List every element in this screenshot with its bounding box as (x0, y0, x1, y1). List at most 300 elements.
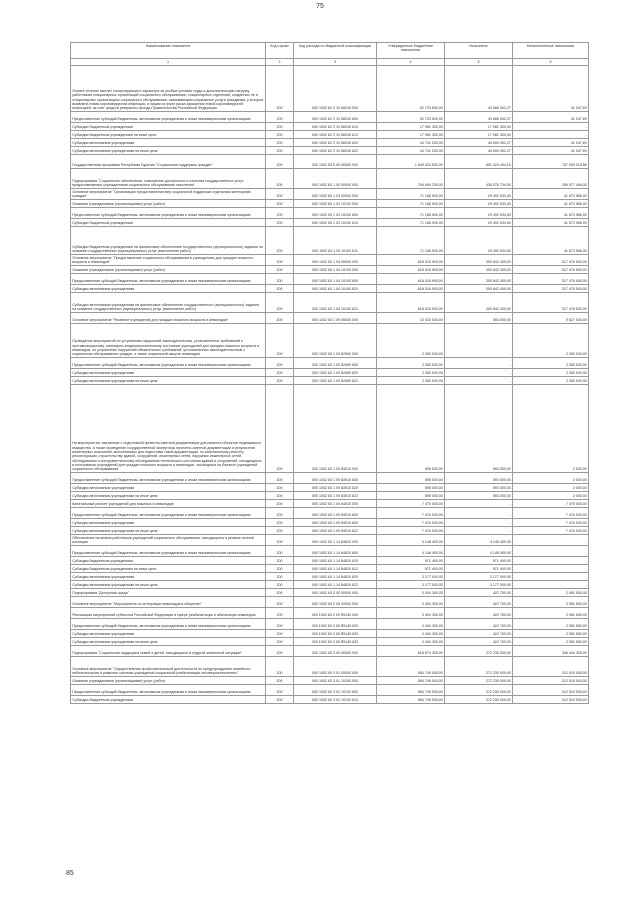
table-row (71, 131, 589, 139)
expense-code-cell: 000 1002 63 1 14 84620 622 (294, 581, 377, 589)
unexecuted-amount-cell: 7 475 000,00 (513, 527, 589, 535)
unexecuted-amount-cell: 2 350 000,00 (513, 369, 589, 377)
approved-amount-cell: 3 177 000,00 (377, 573, 445, 581)
line-code-cell: 200 (266, 66, 294, 112)
executed-amount-cell: 3 177 000,00 (445, 573, 513, 581)
unexecuted-amount-cell: 41 673 966,00 (513, 200, 589, 208)
table-row (71, 169, 589, 189)
approved-amount-cell: 7 475 000,00 (377, 508, 445, 519)
column-number-row (71, 59, 589, 66)
indicator-name-cell: Субсидии автономным учреждениям на иные цели (71, 638, 266, 646)
table-header-row (71, 43, 589, 59)
line-code-cell: 200 (266, 546, 294, 557)
unexecuted-amount-cell: 41 047,69 (513, 112, 589, 123)
line-code-cell: 200 (266, 597, 294, 608)
expense-code-cell: 000 1002 63 1 04 10100 621 (294, 293, 377, 313)
approved-amount-cell: 2 350 000,00 (377, 377, 445, 385)
line-code-cell: 200 (266, 565, 294, 573)
indicator-name-cell: Предоставление субсидий бюджетным, автономным учреждениям и иным некоммерческим организациям (71, 508, 266, 519)
line-code-cell: 200 (266, 646, 294, 657)
table-row (71, 274, 589, 285)
indicator-name-cell: Подпрограмма "Социальная поддержка семей и детей, находящихся в трудной жизненной ситуации" (71, 646, 266, 657)
line-code-cell: 200 (266, 147, 294, 155)
unexecuted-amount-cell: 359 977 466,00 (513, 169, 589, 189)
table-row (71, 377, 589, 385)
line-code-cell: 200 (266, 385, 294, 473)
approved-amount-cell: 584 749 000,00 (377, 685, 445, 696)
expense-code-cell: 000 1002 63 1 09 00000 000 (294, 313, 377, 324)
approved-amount-cell: 595 000,00 (377, 492, 445, 500)
line-code-cell: 200 (266, 473, 294, 484)
approved-amount-cell: 595 000,00 (377, 385, 445, 473)
expense-code-cell: 000 1002 63 1 03 00000 000 (294, 189, 377, 200)
table-row (71, 324, 589, 358)
expense-code-cell: 000 1002 63 1 09 83010 622 (294, 492, 377, 500)
expense-code-cell: 000 1002 63 1 03 10100 611 (294, 227, 377, 255)
table-row (71, 147, 589, 155)
indicator-name-cell: Проведение мероприятий по устранению нарушений законодательства, установленных требований к противопожарному, санитарно-эпидемиологическому состоянию учреждений для граждан пожилого возраста и инвалидов, по устранению нарушений обязательных требований, установленных законодательством о социальном обслуживании граждан, а также социальной защите инвалидов (71, 324, 266, 358)
expense-code-cell: 000 1002 63 1 00 00000 000 (294, 169, 377, 189)
executed-amount-cell: 300 842 400,00 (445, 285, 513, 293)
executed-amount-cell: - (445, 500, 513, 508)
indicator-name-cell: Оказание учреждениями (организациями) услуг (работ) (71, 266, 266, 274)
approved-amount-cell: 71 166 900,00 (377, 227, 445, 255)
executed-amount-cell: 4 148 400,00 (445, 535, 513, 546)
indicator-name-cell: Основное мероприятие "Развитие учреждений для граждан пожилого возраста и инвалидов" (71, 313, 266, 324)
page-number-top: 75 (316, 3, 324, 10)
line-code-cell: 200 (266, 535, 294, 546)
table-row (71, 527, 589, 535)
line-code-cell: 200 (266, 557, 294, 565)
approved-amount-cell: 971 400,00 (377, 565, 445, 573)
table-row (71, 546, 589, 557)
expense-code-cell: 000 1002 63 3 01 00000 000 (294, 657, 377, 677)
header-approved: Утвержденные бюджетные назначения (377, 43, 445, 59)
table-row (71, 200, 589, 208)
expense-code-cell: 000 1002 63 1 14 84620 000 (294, 535, 377, 546)
indicator-name-cell: Предоставление субсидий бюджетным, автономным учреждениям и иным некоммерческим организациям (71, 112, 266, 123)
executed-amount-cell: 593 000,00 (445, 492, 513, 500)
executed-amount-cell: 29 492 934,00 (445, 189, 513, 200)
unexecuted-amount-cell: - (513, 546, 589, 557)
line-code-cell: 200 (266, 492, 294, 500)
indicator-name-cell: Субсидии автономным учреждениям на иные цели (71, 377, 266, 385)
line-code-cell: 200 (266, 227, 294, 255)
indicator-name-cell: Предоставление субсидий бюджетным, автономным учреждениям и иным некоммерческим организациям (71, 358, 266, 369)
expense-code-cell: 000 1002 63 2 05 R5140 622 (294, 638, 377, 646)
unexecuted-amount-cell: 41 047,69 (513, 147, 589, 155)
expense-code-cell: 000 1002 63 1 09 82690 000 (294, 324, 377, 358)
line-code-cell: 200 (266, 131, 294, 139)
executed-amount-cell: 422 750,00 (445, 619, 513, 630)
table-row (71, 255, 589, 266)
header-executed: Исполнено (445, 43, 513, 59)
line-code-cell: 200 (266, 581, 294, 589)
executed-amount-cell: 29 492 934,00 (445, 208, 513, 219)
indicator-name-cell: Субсидии бюджетным учреждениям на иные цели (71, 565, 266, 573)
line-code-cell: 200 (266, 630, 294, 638)
approved-amount-cell: 618 674 300,00 (377, 646, 445, 657)
executed-amount-cell: 272 230 000,00 (445, 677, 513, 685)
line-code-cell: 200 (266, 155, 294, 169)
unexecuted-amount-cell: 2 350 000,00 (513, 324, 589, 358)
indicator-name-cell: Подпрограмма "Доступная среда" (71, 589, 266, 597)
header-expense-code: Код расхода по бюджетной классификации (294, 43, 377, 59)
unexecuted-amount-cell: 312 519 000,00 (513, 677, 589, 685)
table-row (71, 385, 589, 473)
expense-code-cell: 000 1002 63 1 03 10100 600 (294, 208, 377, 219)
line-code-cell: 200 (266, 527, 294, 535)
indicator-name-cell: Оказание учреждениями (организациями) услуг (работ) (71, 200, 266, 208)
indicator-name-cell: Субсидии автономным учреждениям на иные цели (71, 581, 266, 589)
indicator-name-cell: Субсидии автономным учреждениям (71, 519, 266, 527)
line-code-cell: 200 (266, 696, 294, 704)
expense-code-cell: 000 1002 63 1 14 84620 600 (294, 546, 377, 557)
executed-amount-cell: - (445, 377, 513, 385)
table-row (71, 473, 589, 484)
indicator-name-cell: Предоставление субсидий бюджетным, автономным учреждениям и иным некоммерческим организациям (71, 546, 266, 557)
approved-amount-cell: 3 404 300,00 (377, 638, 445, 646)
expense-code-cell: 000 1002 63 2 05 R5140 600 (294, 619, 377, 630)
expense-code-cell: 000 1002 63 1 09 82690 600 (294, 358, 377, 369)
executed-amount-cell: 422 750,00 (445, 630, 513, 638)
table-row (71, 597, 589, 608)
approved-amount-cell: 92 723 500,00 (377, 112, 445, 123)
expense-code-cell: 000 1002 63 1 09 84010 620 (294, 519, 377, 527)
executed-amount-cell: 435 076 734,00 (445, 169, 513, 189)
indicator-name-cell: Основное мероприятие "Осуществление профилактической деятельности по предупреждению семейного неблагополучия и развитие системы учреждений социальной реабилитации несовершеннолетних" (71, 657, 266, 677)
indicator-name-cell: Субсидии автономным учреждениям (71, 630, 266, 638)
approved-amount-cell: 2 350 000,00 (377, 358, 445, 369)
indicator-name-cell: Предоставление субсидий бюджетным, автономным учреждениям и иным некоммерческим организациям (71, 208, 266, 219)
table-row (71, 508, 589, 519)
line-code-cell: 200 (266, 657, 294, 677)
indicator-name-cell: Субсидии автономным учреждениям (71, 139, 266, 147)
unexecuted-amount-cell: 7 475 000,00 (513, 500, 589, 508)
table-row (71, 155, 589, 169)
expense-code-cell: 000 1002 62 2 10 58240 000 (294, 66, 377, 112)
approved-amount-cell: 4 148 400,00 (377, 546, 445, 557)
indicator-name-cell: Основное мероприятие "Организация предоставления мер социальной поддержки отдельным категориям граждан" (71, 189, 266, 200)
table-row (71, 484, 589, 492)
expense-code-cell: 000 1002 63 1 14 84620 610 (294, 557, 377, 565)
executed-amount-cell: 593 000,00 (445, 473, 513, 484)
approved-amount-cell: 584 749 000,00 (377, 696, 445, 704)
unexecuted-amount-cell: - (513, 131, 589, 139)
approved-amount-cell: 71 166 900,00 (377, 200, 445, 208)
line-code-cell: 200 (266, 638, 294, 646)
line-code-cell: 200 (266, 685, 294, 696)
approved-amount-cell: 971 400,00 (377, 557, 445, 565)
unexecuted-amount-cell: 2 350 000,00 (513, 377, 589, 385)
unexecuted-amount-cell: 2 981 550,00 (513, 630, 589, 638)
approved-amount-cell: 2 350 000,00 (377, 324, 445, 358)
indicator-name-cell: Основное мероприятие "Мероприятия по интеграции инвалидов в общество" (71, 597, 266, 608)
approved-amount-cell: 794 694 200,00 (377, 169, 445, 189)
approved-amount-cell: 2 350 000,00 (377, 369, 445, 377)
unexecuted-amount-cell: 9 827 000,00 (513, 313, 589, 324)
expense-code-cell: 000 1002 63 0 00 00000 000 (294, 155, 377, 169)
expense-code-cell: 000 1002 63 3 00 00000 000 (294, 646, 377, 657)
expense-code-cell: 000 1002 63 1 09 83010 000 (294, 385, 377, 473)
indicator-name-cell: Основное мероприятие "Предоставление социального обслуживания в учреждениях для граждан пожилого возраста и инвалидов" (71, 255, 266, 266)
approved-amount-cell: 3 177 000,00 (377, 581, 445, 589)
unexecuted-amount-cell: 317 476 500,00 (513, 255, 589, 266)
expense-code-cell: 000 1002 63 1 09 84010 600 (294, 508, 377, 519)
approved-amount-cell: 4 148 400,00 (377, 535, 445, 546)
table-row (71, 123, 589, 131)
expense-code-cell: 000 1002 63 2 05 R5140 620 (294, 630, 377, 638)
approved-amount-cell: 3 404 300,00 (377, 630, 445, 638)
approved-amount-cell: 584 749 000,00 (377, 657, 445, 677)
line-code-cell: 200 (266, 358, 294, 369)
executed-amount-cell: 971 400,00 (445, 565, 513, 573)
expense-code-cell: 000 1002 63 3 01 10100 000 (294, 677, 377, 685)
header-line-code: Код строки (266, 43, 294, 59)
executed-amount-cell: 593 000,00 (445, 313, 513, 324)
approved-amount-cell: 595 000,00 (377, 473, 445, 484)
table-row (71, 313, 589, 324)
table-row (71, 266, 589, 274)
indicator-name-cell: Субсидии автономным учреждениям (71, 369, 266, 377)
approved-amount-cell: 1 649 324 500,00 (377, 155, 445, 169)
column-number: 1 (71, 59, 266, 66)
line-code-cell: 200 (266, 519, 294, 527)
approved-amount-cell: 618 316 900,00 (377, 285, 445, 293)
approved-amount-cell: 17 981 300,00 (377, 131, 445, 139)
approved-amount-cell: 7 475 000,00 (377, 519, 445, 527)
indicator-name-cell: Реализация мероприятий субъектов Российской Федерации в сфере реабилитации и абилитации инвалидов (71, 608, 266, 619)
table-row (71, 589, 589, 597)
table-row (71, 66, 589, 112)
line-code-cell: 200 (266, 484, 294, 492)
line-code-cell: 200 (266, 112, 294, 123)
table-row (71, 112, 589, 123)
unexecuted-amount-cell: 41 047,69 (513, 139, 589, 147)
expense-code-cell: 000 1002 63 1 09 83010 620 (294, 484, 377, 492)
unexecuted-amount-cell: - (513, 565, 589, 573)
unexecuted-amount-cell: 41 673 966,00 (513, 189, 589, 200)
unexecuted-amount-cell: 2 981 550,00 (513, 589, 589, 597)
expense-code-cell: 000 1002 63 1 09 82690 622 (294, 377, 377, 385)
approved-amount-cell: 618 316 900,00 (377, 266, 445, 274)
unexecuted-amount-cell: 41 673 966,00 (513, 219, 589, 227)
expense-code-cell: 000 1002 63 1 03 10100 610 (294, 219, 377, 227)
table-row (71, 565, 589, 573)
header-unexecuted: Неисполненные назначения (513, 43, 589, 59)
table-row (71, 557, 589, 565)
column-number: 4 (377, 59, 445, 66)
indicator-name-cell: Субсидии автономным учреждениям (71, 484, 266, 492)
unexecuted-amount-cell: - (513, 123, 589, 131)
table-row (71, 139, 589, 147)
expense-code-cell: 000 1002 62 2 10 58240 620 (294, 139, 377, 147)
line-code-cell: 200 (266, 500, 294, 508)
line-code-cell: 200 (266, 324, 294, 358)
table-row (71, 219, 589, 227)
table-row (71, 189, 589, 200)
table-row (71, 685, 589, 696)
column-number: 5 (445, 59, 513, 66)
table-row (71, 581, 589, 589)
executed-amount-cell: 971 400,00 (445, 557, 513, 565)
approved-amount-cell: 7 475 000,00 (377, 500, 445, 508)
line-code-cell: 200 (266, 369, 294, 377)
table-row (71, 573, 589, 581)
expense-code-cell: 000 1002 63 1 09 84010 000 (294, 500, 377, 508)
approved-amount-cell: 71 166 900,00 (377, 219, 445, 227)
line-code-cell: 200 (266, 313, 294, 324)
indicator-name-cell: Субсидии автономным учреждениям на финансовое обеспечение государственного (муниципального) задания на оказание государственных (муниципальных) услуг (выполнение работ) (71, 293, 266, 313)
executed-amount-cell: 4 148 400,00 (445, 546, 513, 557)
executed-amount-cell: 593 000,00 (445, 385, 513, 473)
expense-code-cell: 000 1002 63 3 01 10100 610 (294, 696, 377, 704)
table-row (71, 646, 589, 657)
executed-amount-cell: 29 492 934,00 (445, 227, 513, 255)
approved-amount-cell: 3 404 300,00 (377, 597, 445, 608)
expense-code-cell: 000 1002 63 1 04 10100 600 (294, 274, 377, 285)
approved-amount-cell: 618 316 900,00 (377, 293, 445, 313)
unexecuted-amount-cell: 757 993 015,85 (513, 155, 589, 169)
unexecuted-amount-cell: 41 673 966,00 (513, 208, 589, 219)
budget-execution-table (70, 42, 589, 704)
approved-amount-cell: 3 404 300,00 (377, 608, 445, 619)
table-row (71, 358, 589, 369)
unexecuted-amount-cell: 2 981 550,00 (513, 608, 589, 619)
indicator-name-cell: Предоставление субсидий бюджетным, автономным учреждениям и иным некоммерческим организациям (71, 473, 266, 484)
table-row (71, 657, 589, 677)
expense-code-cell: 000 1002 63 1 03 10100 000 (294, 200, 377, 208)
table-row (71, 696, 589, 704)
line-code-cell: 200 (266, 377, 294, 385)
executed-amount-cell: - (445, 324, 513, 358)
executed-amount-cell: - (445, 527, 513, 535)
approved-amount-cell: 44 741 200,00 (377, 147, 445, 155)
table-row (71, 619, 589, 630)
unexecuted-amount-cell: 7 475 000,00 (513, 508, 589, 519)
expense-code-cell: 000 1002 63 1 09 84010 622 (294, 527, 377, 535)
executed-amount-cell: 272 230 000,00 (445, 696, 513, 704)
table-row (71, 500, 589, 508)
unexecuted-amount-cell: - (513, 573, 589, 581)
executed-amount-cell: 44 699 352,27 (445, 139, 513, 147)
indicator-name-cell: Субсидии бюджетным учреждениям (71, 219, 266, 227)
unexecuted-amount-cell: 317 476 500,00 (513, 285, 589, 293)
table-row (71, 519, 589, 527)
table-row (71, 608, 589, 619)
column-number: 2 (266, 59, 294, 66)
line-code-cell: 200 (266, 619, 294, 630)
expense-code-cell: 000 1002 62 2 10 58240 612 (294, 131, 377, 139)
indicator-name-cell: Предоставление субсидий бюджетным, автономным учреждениям и иным некоммерческим организациям (71, 274, 266, 285)
indicator-name-cell: Субсидии бюджетным учреждениям (71, 696, 266, 704)
unexecuted-amount-cell: 2 981 550,00 (513, 619, 589, 630)
line-code-cell: 200 (266, 589, 294, 597)
table-row (71, 535, 589, 546)
line-code-cell: 200 (266, 293, 294, 313)
line-code-cell: 200 (266, 285, 294, 293)
unexecuted-amount-cell: 312 519 000,00 (513, 657, 589, 677)
executed-amount-cell: 300 842 400,00 (445, 255, 513, 266)
unexecuted-amount-cell: 2 000,00 (513, 484, 589, 492)
indicator-name-cell: Субсидии автономным учреждениям на иные цели (71, 147, 266, 155)
executed-amount-cell: - (445, 508, 513, 519)
unexecuted-amount-cell: 346 444 300,00 (513, 646, 589, 657)
expense-code-cell: 000 1002 63 1 09 83010 600 (294, 473, 377, 484)
executed-amount-cell: 891 324 494,15 (445, 155, 513, 169)
table-row (71, 369, 589, 377)
approved-amount-cell: 71 166 900,00 (377, 208, 445, 219)
approved-amount-cell: 92 723 500,00 (377, 66, 445, 112)
expense-code-cell: 000 1002 63 2 05 R5140 000 (294, 608, 377, 619)
line-code-cell: 200 (266, 255, 294, 266)
expense-code-cell: 000 1002 63 3 01 10100 600 (294, 685, 377, 696)
indicator-name-cell: Субсидии автономным учреждениям на иные цели (71, 527, 266, 535)
line-code-cell: 200 (266, 200, 294, 208)
line-code-cell: 200 (266, 573, 294, 581)
executed-amount-cell: 422 750,00 (445, 638, 513, 646)
line-code-cell: 200 (266, 139, 294, 147)
approved-amount-cell: 10 420 000,00 (377, 313, 445, 324)
unexecuted-amount-cell: 2 981 550,00 (513, 638, 589, 646)
expense-code-cell: 000 1002 62 2 10 58240 600 (294, 112, 377, 123)
indicator-name-cell: Субсидии бюджетным учреждениям на иные цели (71, 131, 266, 139)
table-row (71, 677, 589, 685)
indicator-name-cell: Субсидии автономным учреждениям (71, 573, 266, 581)
unexecuted-amount-cell: - (513, 581, 589, 589)
approved-amount-cell: 3 404 300,00 (377, 619, 445, 630)
indicator-name-cell: Капитальный ремонт учреждений для пожилых и инвалидов (71, 500, 266, 508)
unexecuted-amount-cell: 312 519 000,00 (513, 696, 589, 704)
executed-amount-cell: 272 230 000,00 (445, 646, 513, 657)
line-code-cell: 200 (266, 608, 294, 619)
indicator-name-cell: Оказание учреждениями (организациями) услуг (работ) (71, 677, 266, 685)
indicator-name-cell: Субсидии бюджетным учреждениям (71, 557, 266, 565)
indicator-name-cell: Государственная программа Республики Бурятия "Социальная поддержка граждан" (71, 155, 266, 169)
executed-amount-cell: 44 699 352,27 (445, 147, 513, 155)
expense-code-cell: 000 1002 63 1 09 82690 620 (294, 369, 377, 377)
line-code-cell: 200 (266, 123, 294, 131)
unexecuted-amount-cell: 2 000,00 (513, 385, 589, 473)
line-code-cell: 200 (266, 189, 294, 200)
approved-amount-cell: 618 316 900,00 (377, 274, 445, 285)
expense-code-cell: 000 1002 62 2 10 58240 622 (294, 147, 377, 155)
line-code-cell: 200 (266, 208, 294, 219)
expense-code-cell: 000 1002 63 1 04 00000 000 (294, 255, 377, 266)
executed-amount-cell: 43 666 062,27 (445, 112, 513, 123)
table-row (71, 630, 589, 638)
indicator-name-cell: Подпрограмма "Социальное обеспечение, повышение доступности и качества государственных услуг, предоставляемых учреждениями социального обслуживания населения" (71, 169, 266, 189)
expense-code-cell: 000 1002 63 1 04 10100 620 (294, 285, 377, 293)
line-code-cell: 200 (266, 219, 294, 227)
line-code-cell: 200 (266, 508, 294, 519)
approved-amount-cell: 595 000,00 (377, 484, 445, 492)
line-code-cell: 200 (266, 266, 294, 274)
executed-amount-cell: 593 000,00 (445, 484, 513, 492)
approved-amount-cell: 44 741 200,00 (377, 139, 445, 147)
approved-amount-cell: 3 404 300,00 (377, 589, 445, 597)
executed-amount-cell: - (445, 519, 513, 527)
executed-amount-cell: 43 666 062,27 (445, 66, 513, 112)
expense-code-cell: 000 1002 63 1 14 84620 612 (294, 565, 377, 573)
table-row (71, 208, 589, 219)
approved-amount-cell: 7 475 000,00 (377, 527, 445, 535)
indicator-name-cell: На мероприятия, связанные с подготовкой проектно-сметной документации для ремонта объектов недвижимого имущества, а также проведение государственной экспертизы проектно-сметной документации и результатов инженерных изысканий, выполняемых для подготовки такой документации, по капитальному ремонту, реконструкции, строительству зданий, сооружений, инженерных сетей, наружных инженерных сетей, обследованию и инструментальному обследованию технического состояния зданий и сооружений, находящихся в пользовании учреждений для граждан пожилого возраста и инвалидов, числящихся на балансе учреждений социального обслуживания (71, 385, 266, 473)
executed-amount-cell: 422 750,00 (445, 589, 513, 597)
indicator-name-cell: Субсидии автономным учреждениям (71, 285, 266, 293)
executed-amount-cell: 17 981 300,00 (445, 131, 513, 139)
executed-amount-cell: 272 230 000,00 (445, 657, 513, 677)
